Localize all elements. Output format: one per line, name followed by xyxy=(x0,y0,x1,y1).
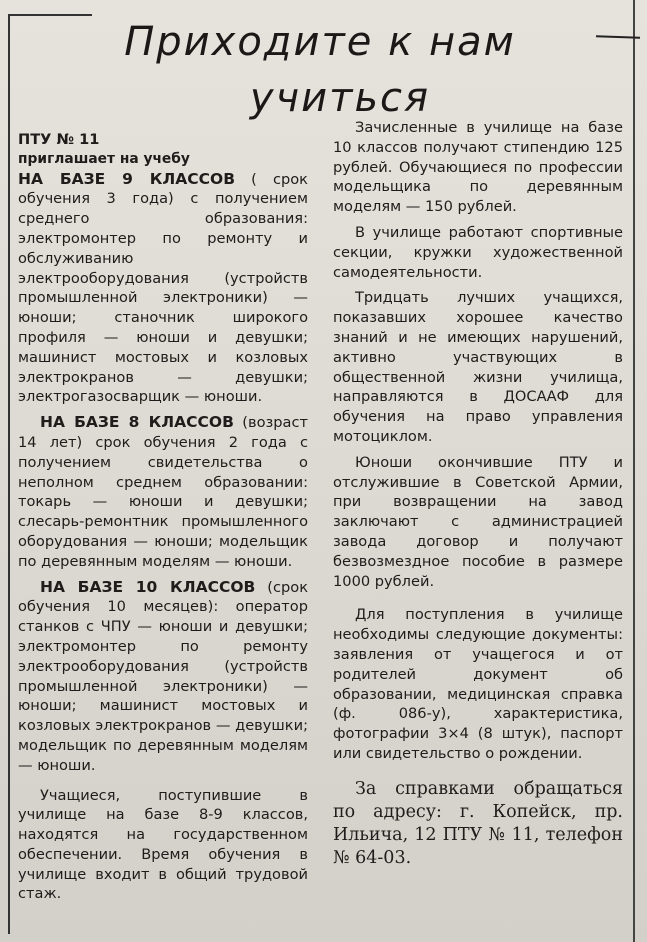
right-column xyxy=(333,118,623,870)
sections-paragraph: В училище работают спортивные секции, кружки художественной самодеятельности. xyxy=(333,223,623,281)
base8-heading: НА БАЗЕ 8 КЛАССОВ xyxy=(40,413,234,432)
left-column xyxy=(18,130,308,904)
base10-text: (срок обучения 10 месяцев): оператор станков с ЧПУ — юноши и девушки; электромонтер по ремонту электрооборудования (устройств промышленной электроники) — юноши; машинист мостовых и козловых электрокранов — девушки; модельщик по деревянным моделям — юноши. xyxy=(18,578,309,774)
headline xyxy=(70,14,590,126)
headline-line-2: учиться xyxy=(249,75,431,121)
headline-line-1: Приходите к нам xyxy=(124,19,516,65)
army-paragraph: Юноши окончившие ПТУ и отслужившие в Советской Армии, при возвращении на завод заключают с администрацией завода договор и получают безвозмездное пособие в размере 1000 рублей. xyxy=(333,453,623,590)
frame-border-left xyxy=(8,14,10,934)
invites-line: приглашает на учебу xyxy=(18,150,190,167)
stipend-paragraph: Зачисленные в училище на базе 10 классов получают стипендию 125 рублей. Обучающиеся по профессии модельщика по деревянным моделям — 150 рублей. xyxy=(333,119,623,216)
contact-paragraph: За справками обращаться по адресу: г. Копейск, пр. Ильича, 12 ПТУ № 11, телефон № 64-03. xyxy=(333,778,623,868)
base8-text: (возраст 14 лет) срок обучения 2 года с получением свидетельства о неполном среднем образовании: токарь — юноши и девушки; слесарь-ремонтник промышленного оборудования — юноши; модельщик по деревянным моделям — юноши. xyxy=(18,414,308,570)
base9-heading: НА БАЗЕ 9 КЛАССОВ xyxy=(18,169,236,188)
column-rule-right xyxy=(633,0,635,942)
base10-heading: НА БАЗЕ 10 КЛАССОВ xyxy=(40,577,256,596)
documents-paragraph: Для поступления в училище необходимы следующие документы: заявления от учащегося и от родителей документ об образовании, медицинская справка (ф. 086-у), характеристика, фотографии 3×4 (8 штук), паспорт или свидетельство о рождении. xyxy=(333,606,623,762)
state-support-paragraph: Учащиеся, поступившие в училище на базе 8-9 классов, находятся на государственном обеспечении. Время обучения в училище входит в общий трудовой стаж. xyxy=(18,786,308,903)
base9-text: ( срок обучения 3 года) с получением среднего образования: электромонтер по ремонту и обслуживанию электрооборудования (устройств промышленной электроники) — юноши; станочник широкого профиля — юноши и девушки; машинист мостовых и козловых электрокранов — девушки; электрогазосварщик — юноши. xyxy=(18,170,308,406)
base8-paragraph xyxy=(18,413,308,571)
base9-paragraph xyxy=(18,170,308,408)
school-name: ПТУ № 11 xyxy=(18,131,100,148)
dosaaf-paragraph: Тридцать лучших учащихся, показавших хорошее качество знаний и не имеющих нарушений, активно участвующих в общественной жизни училища, направляются в ДОСААФ для обучения на право управления мотоциклом. xyxy=(333,289,623,445)
base10-paragraph xyxy=(18,578,308,776)
